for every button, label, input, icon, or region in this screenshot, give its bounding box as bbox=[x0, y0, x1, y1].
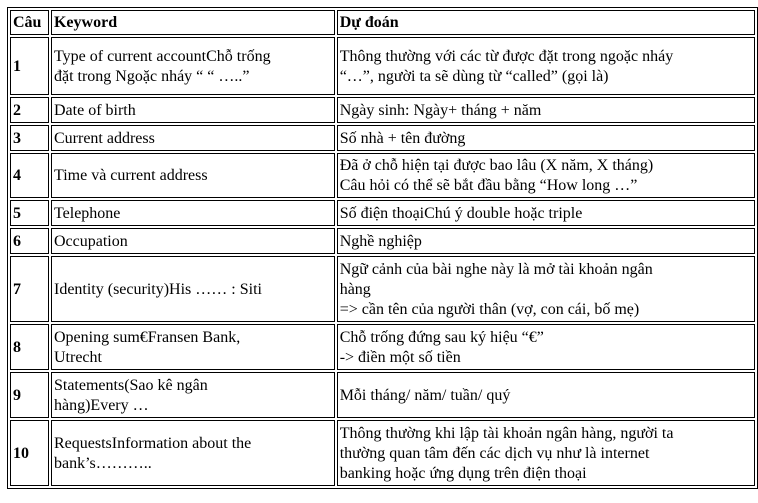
header-question: Câu bbox=[10, 10, 49, 35]
question-number: 5 bbox=[10, 200, 49, 226]
prediction-line: Ngữ cảnh của bài nghe này là mở tài khoản ngân bbox=[339, 260, 653, 278]
keyword-line: RequestsInformation about the bbox=[53, 434, 252, 452]
keyword-cell bbox=[51, 125, 335, 151]
keyword-line: Type of current accountChỗ trống bbox=[53, 47, 271, 65]
prediction-cell bbox=[337, 200, 755, 226]
keyword-line: Telephone bbox=[53, 204, 121, 222]
question-number: 3 bbox=[10, 125, 49, 151]
header-keyword: Keyword bbox=[51, 10, 335, 35]
keyword-cell bbox=[51, 200, 335, 226]
question-number: 9 bbox=[10, 372, 49, 418]
prediction-cell bbox=[337, 256, 755, 322]
prediction-cell bbox=[337, 125, 755, 151]
prediction-cell bbox=[337, 37, 755, 95]
keyword-line: Occupation bbox=[53, 232, 128, 250]
header-prediction: Dự đoán bbox=[337, 10, 755, 35]
keyword-cell bbox=[51, 97, 335, 123]
prediction-line: hàng bbox=[339, 280, 371, 298]
prediction-line: Đã ở chỗ hiện tại được bao lâu (X năm, X tháng) bbox=[339, 157, 654, 174]
keyword-line: đặt trong Ngoặc nháy “ “ …..” bbox=[53, 67, 250, 85]
prediction-line: thường quan tâm đến các dịch vụ như là internet bbox=[339, 444, 650, 462]
prediction-line: Số điện thoạiChú ý double hoặc triple bbox=[339, 204, 583, 222]
prediction-line: -> điền một số tiền bbox=[339, 348, 461, 366]
keyword-line: Date of birth bbox=[53, 101, 136, 119]
prediction-cell bbox=[337, 324, 755, 370]
prediction-line: Chỗ trống đứng sau ký hiệu “€” bbox=[339, 328, 544, 346]
question-number: 6 bbox=[10, 228, 49, 254]
prediction-line: Thông thường khi lập tài khoản ngân hàng, người ta bbox=[339, 424, 674, 442]
table-row bbox=[10, 97, 755, 123]
keyword-line: Opening sum€Fransen Bank, bbox=[53, 328, 241, 346]
question-number: 8 bbox=[10, 324, 49, 370]
keyword-line: Time và current address bbox=[53, 167, 208, 184]
prediction-line: Nghề nghiệp bbox=[339, 232, 422, 250]
prediction-line: Số nhà + tên đường bbox=[339, 129, 466, 147]
question-number: 1 bbox=[10, 37, 49, 95]
keyword-line: Utrecht bbox=[53, 348, 102, 366]
question-number: 2 bbox=[10, 97, 49, 123]
table-row bbox=[10, 228, 755, 254]
question-number: 7 bbox=[10, 256, 49, 322]
keyword-prediction-table bbox=[7, 7, 758, 489]
table-row bbox=[10, 256, 755, 322]
table-row bbox=[10, 153, 755, 198]
prediction-cell bbox=[337, 372, 755, 418]
keyword-line: bank’s……….. bbox=[53, 454, 152, 472]
keyword-cell bbox=[51, 372, 335, 418]
keyword-cell bbox=[51, 37, 335, 95]
keyword-line: Current address bbox=[53, 129, 155, 147]
keyword-cell bbox=[51, 420, 335, 486]
prediction-cell bbox=[337, 228, 755, 254]
keyword-cell bbox=[51, 153, 335, 198]
keyword-cell bbox=[51, 324, 335, 370]
question-number: 10 bbox=[10, 420, 49, 486]
header-row bbox=[10, 10, 755, 35]
keyword-line: hàng)Every … bbox=[53, 396, 149, 414]
prediction-line: Ngày sinh: Ngày+ tháng + năm bbox=[339, 101, 542, 119]
prediction-line: “…”, người ta sẽ dùng từ “called” (gọi là) bbox=[339, 67, 609, 85]
table-row bbox=[10, 324, 755, 370]
question-number: 4 bbox=[10, 153, 49, 198]
table-row bbox=[10, 200, 755, 226]
table-row bbox=[10, 372, 755, 418]
prediction-cell bbox=[337, 153, 755, 198]
keyword-line: Identity (security)His …… : Siti bbox=[53, 280, 262, 298]
prediction-line: Mỗi tháng/ năm/ tuần/ quý bbox=[339, 386, 511, 404]
prediction-line: => cần tên của người thân (vợ, con cái, bố mẹ) bbox=[339, 300, 640, 318]
table-row bbox=[10, 420, 755, 486]
prediction-line: banking hoặc ứng dụng trên điện thoại bbox=[339, 464, 587, 482]
keyword-line: Statements(Sao kê ngân bbox=[53, 376, 208, 394]
keyword-cell bbox=[51, 256, 335, 322]
keyword-cell bbox=[51, 228, 335, 254]
table-row bbox=[10, 37, 755, 95]
prediction-line: Thông thường với các từ được đặt trong ngoặc nháy bbox=[339, 47, 674, 65]
prediction-line: Câu hỏi có thể sẽ bắt đầu bằng “How long …” bbox=[339, 177, 638, 194]
prediction-cell bbox=[337, 420, 755, 486]
table-row bbox=[10, 125, 755, 151]
prediction-cell bbox=[337, 97, 755, 123]
